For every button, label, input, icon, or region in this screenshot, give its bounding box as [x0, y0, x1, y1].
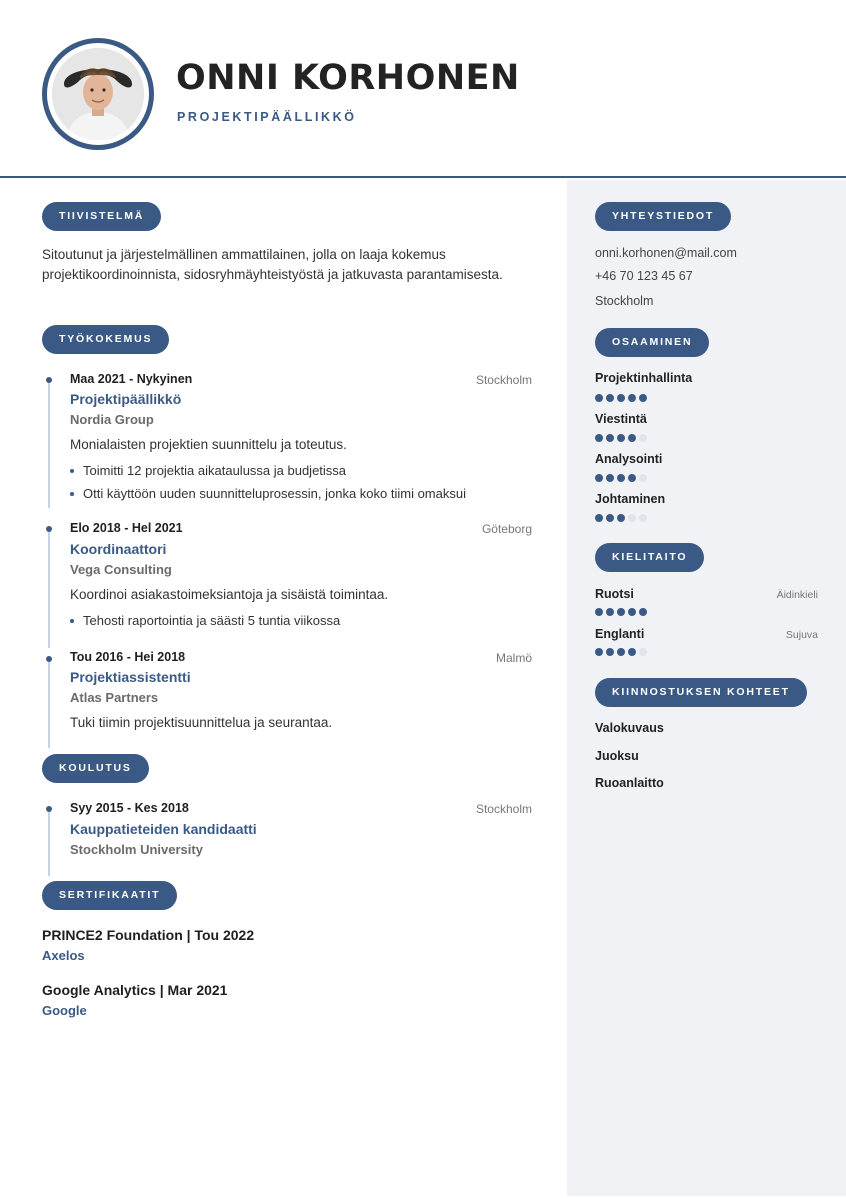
interest-item: Valokuvaus — [595, 721, 664, 735]
section-heading-experience: TYÖKOKEMUS — [42, 325, 169, 354]
rating-dot-filled — [617, 434, 625, 442]
header — [0, 0, 846, 178]
rating-dot-empty — [639, 474, 647, 482]
section-heading-skills: OSAAMINEN — [595, 328, 709, 357]
timeline-line — [48, 532, 50, 648]
certificate-issuer: Google — [42, 1003, 87, 1018]
job-bullet: Toimitti 12 projektia aikataulussa ja budjetissa — [83, 463, 347, 478]
job-date: Elo 2018 - Hel 2021 — [70, 521, 183, 535]
education-school: Stockholm University — [70, 842, 203, 857]
rating-dot-filled — [617, 474, 625, 482]
section-heading-education: KOULUTUS — [42, 754, 149, 783]
skill-rating — [595, 394, 647, 402]
education-location: Stockholm — [475, 802, 532, 816]
contact-city: Stockholm — [595, 294, 654, 308]
rating-dot-empty — [639, 514, 647, 522]
rating-dot-filled — [617, 394, 625, 402]
skill-rating — [595, 434, 647, 442]
rating-dot-filled — [628, 394, 636, 402]
section-heading-languages: KIELITAITO — [595, 543, 704, 572]
timeline-dot — [46, 526, 52, 532]
profile-photo-icon — [52, 48, 144, 140]
rating-dot-filled — [628, 608, 636, 616]
job-description: Koordinoi asiakastoimeksiantoja ja sisäistä toimintaa. — [70, 587, 389, 602]
job-date: Maa 2021 - Nykyinen — [70, 372, 193, 386]
rating-dot-empty — [639, 648, 647, 656]
job-location: Göteborg — [481, 522, 532, 536]
certificate-issuer: Axelos — [42, 948, 85, 963]
rating-dot-filled — [606, 514, 614, 522]
rating-dot-filled — [606, 394, 614, 402]
rating-dot-filled — [595, 434, 603, 442]
rating-dot-filled — [639, 608, 647, 616]
candidate-name: ONNI KORHONEN — [176, 58, 520, 98]
job-date: Tou 2016 - Hei 2018 — [70, 650, 186, 664]
language-level: Äidinkieli — [776, 589, 818, 601]
language-name: Englanti — [595, 627, 645, 641]
skill-name: Projektinhallinta — [595, 371, 693, 385]
rating-dot-filled — [617, 514, 625, 522]
candidate-title: PROJEKTIPÄÄLLIKKÖ — [177, 110, 357, 124]
section-heading-contact: YHTEYSTIEDOT — [595, 202, 731, 231]
language-name: Ruotsi — [595, 587, 634, 601]
job-location: Malmö — [495, 651, 532, 665]
certificate-title: PRINCE2 Foundation | Tou 2022 — [42, 927, 255, 943]
rating-dot-filled — [606, 434, 614, 442]
language-level: Sujuva — [785, 629, 818, 641]
section-heading-summary: TIIVISTELMÄ — [42, 202, 161, 231]
rating-dot-filled — [617, 608, 625, 616]
rating-dot-filled — [628, 648, 636, 656]
education-degree: Kauppatieteiden kandidaatti — [70, 821, 257, 837]
timeline-line — [48, 662, 50, 748]
certificate-title: Google Analytics | Mar 2021 — [42, 982, 228, 998]
job-company: Atlas Partners — [70, 690, 159, 705]
rating-dot-empty — [628, 514, 636, 522]
rating-dot-filled — [628, 434, 636, 442]
rating-dot-filled — [595, 394, 603, 402]
job-bullet: Otti käyttöön uuden suunnitteluprosessin, jonka koko tiimi omaksui — [83, 486, 466, 501]
rating-dot-filled — [606, 608, 614, 616]
timeline-dot — [46, 656, 52, 662]
skill-name: Viestintä — [595, 412, 647, 426]
language-rating — [595, 648, 647, 656]
timeline-dot — [46, 377, 52, 383]
rating-dot-empty — [639, 434, 647, 442]
education-date: Syy 2015 - Kes 2018 — [70, 801, 189, 815]
contact-email[interactable]: onni.korhonen@mail.com — [595, 246, 737, 260]
rating-dot-filled — [595, 608, 603, 616]
job-role: Projektiassistentti — [70, 669, 191, 685]
summary-text: Sitoutunut ja järjestelmällinen ammattilainen, jolla on laaja kokemus projektikoordinoinnista, sidosryhmäyhteistyöstä ja jatkuvasta parantamisesta. — [42, 247, 503, 282]
interest-item: Juoksu — [595, 749, 639, 763]
job-role: Koordinaattori — [70, 541, 167, 557]
rating-dot-filled — [628, 474, 636, 482]
rating-dot-filled — [595, 474, 603, 482]
skill-rating — [595, 514, 647, 522]
job-company: Nordia Group — [70, 412, 154, 427]
timeline-dot — [46, 806, 52, 812]
avatar-frame — [42, 38, 154, 150]
job-description: Tuki tiimin projektisuunnittelua ja seurantaa. — [70, 715, 333, 730]
job-bullet: Tehosti raportointia ja säästi 5 tuntia viikossa — [83, 613, 341, 628]
language-rating — [595, 608, 647, 616]
job-location: Stockholm — [475, 373, 532, 387]
rating-dot-filled — [606, 474, 614, 482]
contact-phone[interactable]: +46 70 123 45 67 — [595, 269, 693, 283]
section-heading-interests: KIINNOSTUKSEN KOHTEET — [595, 678, 807, 707]
rating-dot-filled — [595, 648, 603, 656]
skill-rating — [595, 474, 647, 482]
interest-item: Ruoanlaitto — [595, 776, 664, 790]
job-company: Vega Consulting — [70, 562, 172, 577]
skill-name: Analysointi — [595, 452, 663, 466]
rating-dot-filled — [639, 394, 647, 402]
timeline-line — [48, 812, 50, 876]
rating-dot-filled — [595, 514, 603, 522]
skill-name: Johtaminen — [595, 492, 666, 506]
job-role: Projektipäällikkö — [70, 391, 182, 407]
section-heading-certificates: SERTIFIKAATIT — [42, 881, 177, 910]
job-description: Monialaisten projektien suunnittelu ja toteutus. — [70, 437, 347, 452]
rating-dot-filled — [606, 648, 614, 656]
avatar — [52, 48, 144, 140]
rating-dot-filled — [617, 648, 625, 656]
timeline-line — [48, 383, 50, 508]
